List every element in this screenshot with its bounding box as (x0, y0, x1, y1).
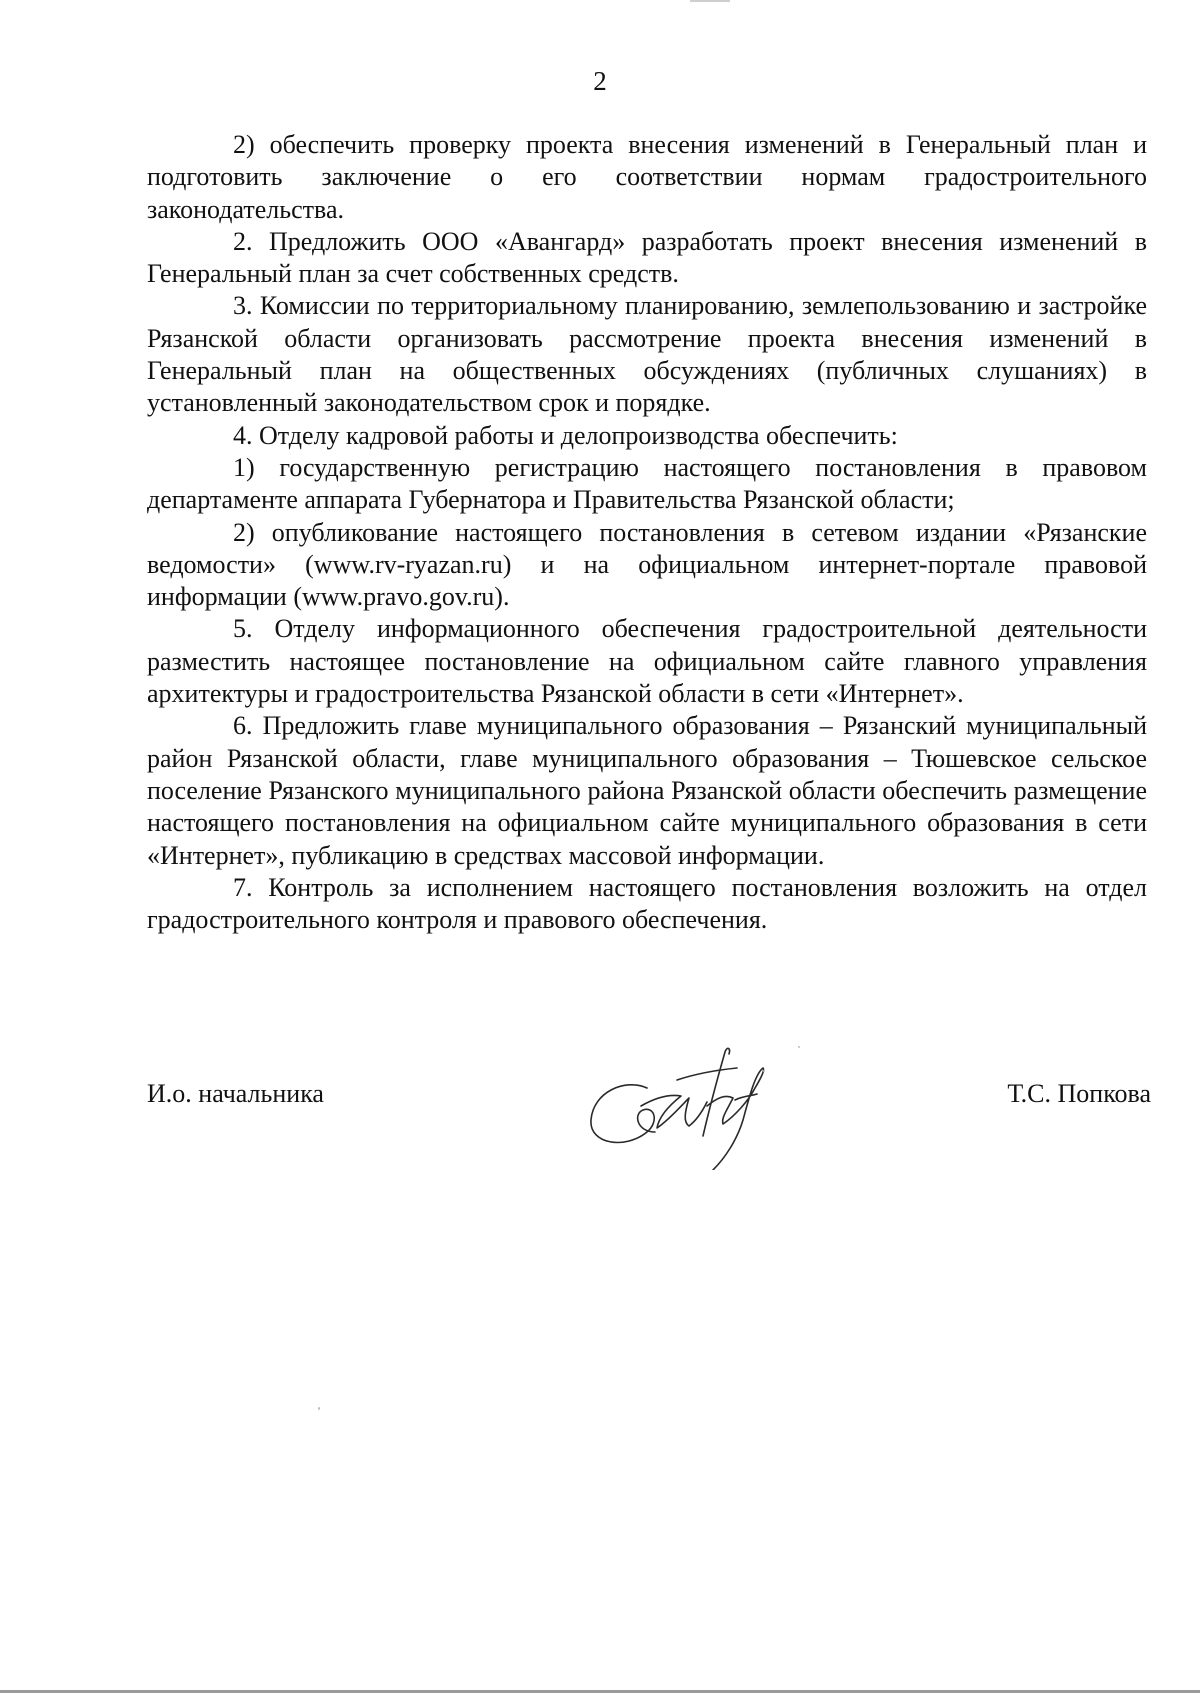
paragraph-item-2: 2. Предложить ООО «Авангард» разработать проект внесения изменений в Генеральный план за счет собственных средств. (147, 226, 1147, 289)
scan-speck (318, 1407, 320, 1410)
paragraph-item-5: 5. Отделу информационного обеспечения градостроительной деятельности разместить настоящее постановление на официальном сайте главного управления архитектуры и градостроительства Рязанской области в сети «Интернет». (147, 614, 1147, 709)
page-bottom-edge (0, 1690, 1200, 1693)
paragraph-2-1: 2) обеспечить проверку проекта внесения изменений в Генеральный план и подготовить заключение о его соответствии нормам градостроительного законодательства. (147, 130, 1147, 224)
paragraph-item-4-2: 2) опубликование настоящего постановления в сетевом издании «Рязанские ведомости» (www.rv-ryazan.ru) и на официальном интернет-портале правовой информации (www.pravo.gov.ru). (147, 517, 1147, 612)
signatory-position: И.о. начальника (147, 1079, 324, 1108)
page-number: 2 (593, 66, 607, 96)
paragraph-item-6: 6. Предложить главе муниципального образования – Рязанский муниципальный район Рязанской области, главе муниципального образования – Тюшевское сельское поселение Рязанского муниципального района Рязанской области обеспечить размещение настоящего постановления на официальном сайте муниципального образования в сети «Интернет», публикацию в средствах массовой информации. (147, 711, 1147, 870)
paragraph-item-7: 7. Контроль за исполнением настоящего постановления возложить на отдел градостроительного контроля и правового обеспечения. (147, 872, 1147, 935)
handwritten-signature-icon (585, 1040, 795, 1170)
paragraph-item-4-1: 1) государственную регистрацию настоящего постановления в правовом департаменте аппарата Губернатора и Правительства Рязанской области; (147, 452, 1147, 515)
paragraph-item-4: 4. Отделу кадровой работы и делопроизводства обеспечить: (233, 420, 898, 450)
scan-speck (763, 1070, 765, 1072)
document-body (147, 129, 1147, 936)
scan-speck (798, 1046, 800, 1048)
paragraph-item-3: 3. Комиссии по территориальному планированию, землепользованию и застройке Рязанской области организовать рассмотрение проекта внесения изменений в Генеральный план на общественных обсуждениях (публичных слушаниях) в установленный законодательством срок и порядке. (147, 291, 1147, 418)
scan-artifact (690, 0, 730, 2)
signatory-name: Т.С. Попкова (1007, 1079, 1151, 1108)
